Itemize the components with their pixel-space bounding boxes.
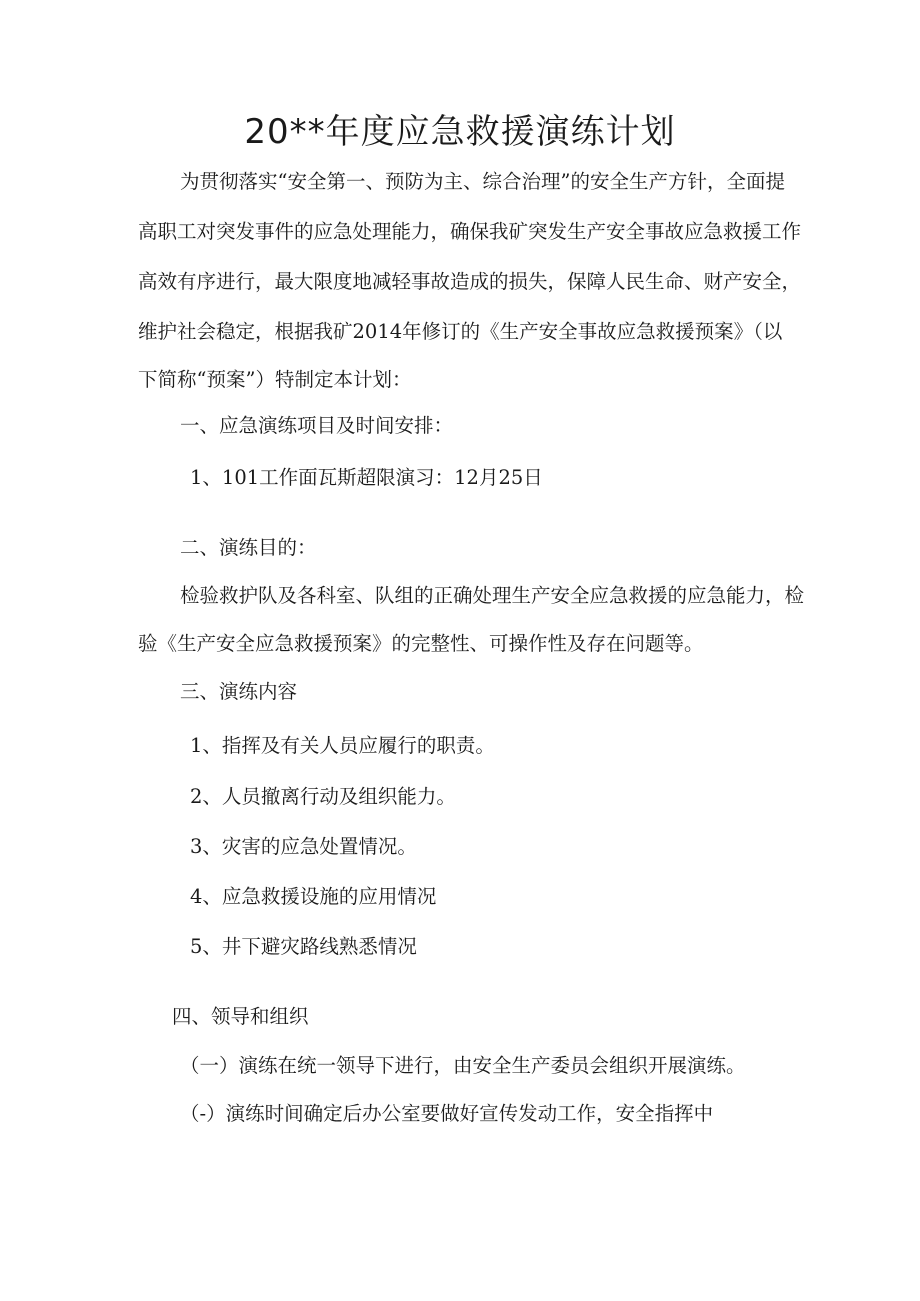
section3-item-4: 4、应急救援设施的应用情况 [190, 885, 437, 908]
intro-line-2: 高职工对突发事件的应急处理能力，确保我矿突发生产安全事故应急救援工作 [138, 220, 802, 243]
section3-item-3: 3、灾害的应急处置情况。 [190, 835, 417, 858]
section3-item-1: 1、指挥及有关人员应履行的职责。 [190, 734, 495, 757]
section3-item-2: 2、人员撤离行动及组织能力。 [190, 785, 456, 808]
section4-line-2: （-）演练时间确定后办公室要做好宣传发动工作，安全指挥中 [180, 1102, 714, 1125]
section4-heading: 四、领导和组织 [172, 1005, 309, 1028]
section3-item-5: 5、井下避灾路线熟悉情况 [190, 935, 417, 958]
section2-line-2: 验《生产安全应急救援预案》的完整性、可操作性及存在问题等。 [138, 632, 704, 655]
section4-line-1: （一）演练在统一领导下进行，由安全生产委员会组织开展演练。 [180, 1054, 746, 1077]
section1-heading: 一、应急演练项目及时间安排： [180, 414, 454, 437]
intro-line-3: 高效有序进行，最大限度地减轻事故造成的损失，保障人民生命、财产安全， [138, 270, 802, 293]
section2-heading: 二、演练目的： [180, 536, 317, 559]
intro-line-5: 下简称“预案”）特制定本计划： [138, 368, 412, 391]
intro-line-4: 维护社会稳定，根据我矿2014年修订的《生产安全事故应急救援预案》（以 [138, 320, 783, 343]
section1-item-1: 1、101工作面瓦斯超限演习：12月25日 [190, 466, 543, 489]
document-title: 20**年度应急救援演练计划 [244, 112, 676, 152]
section2-line-1: 检验救护队及各科室、队组的正确处理生产安全应急救援的应急能力，检 [180, 584, 805, 607]
section3-heading: 三、演练内容 [180, 680, 298, 703]
intro-line-1: 为贯彻落实“安全第一、预防为主、综合治理”的安全生产方针，全面提 [180, 170, 785, 193]
